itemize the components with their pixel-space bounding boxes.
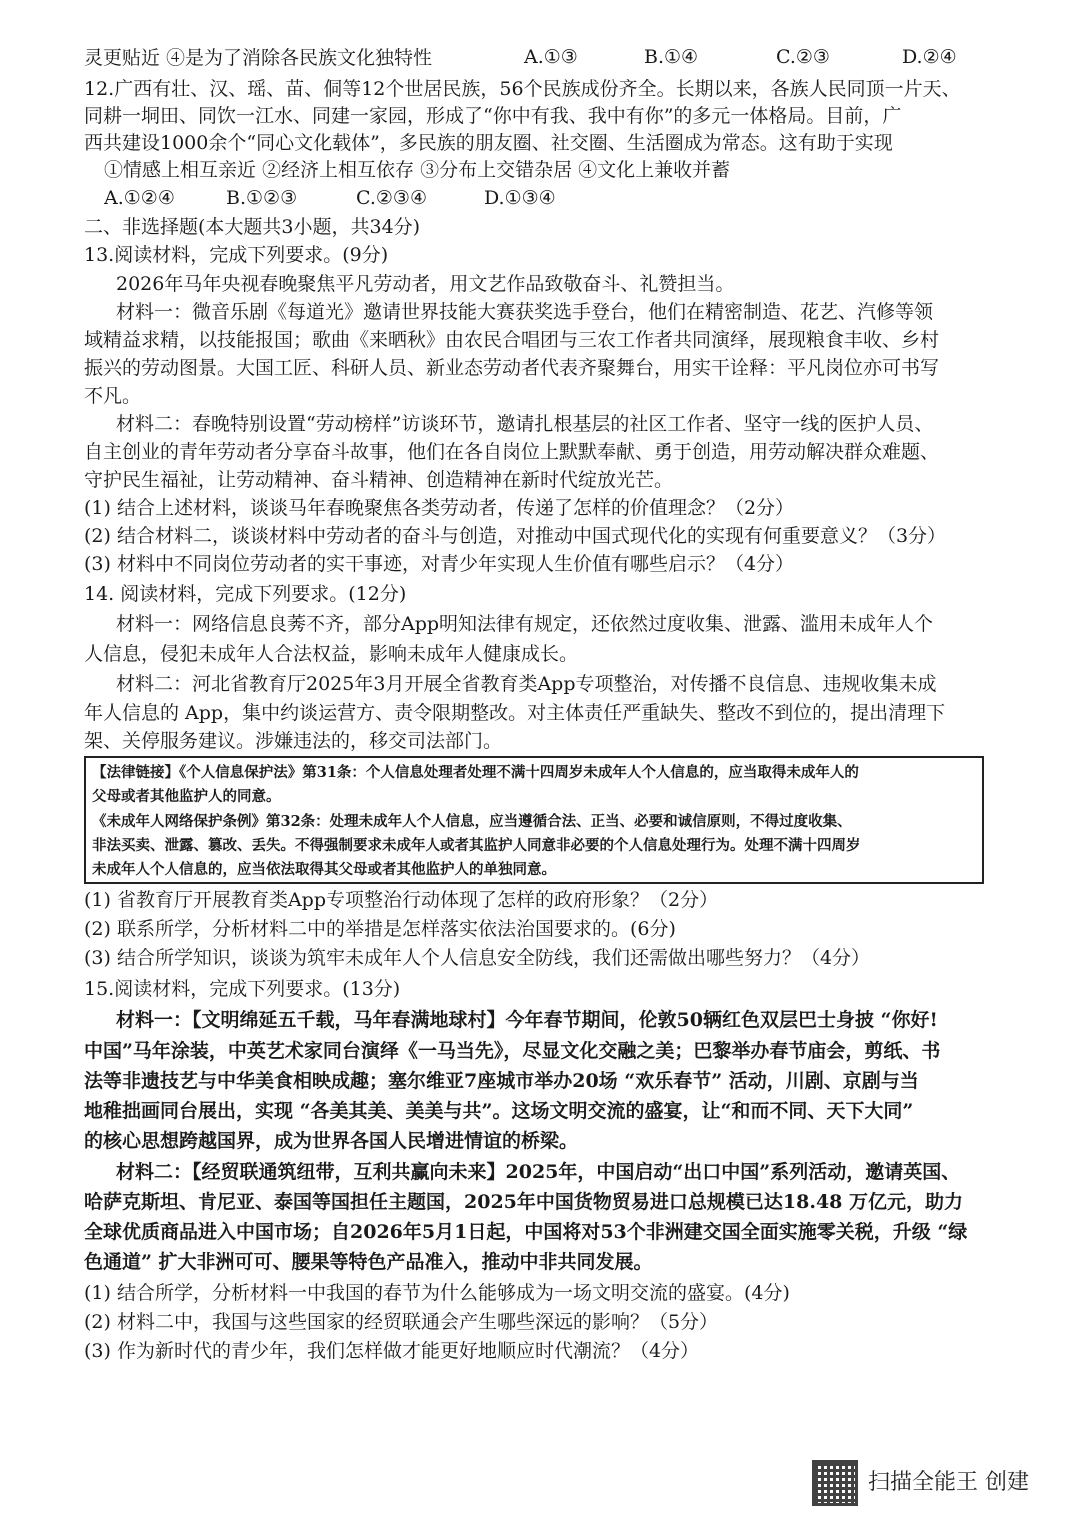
q12-option-c: C.②③④ xyxy=(356,187,427,209)
q15-question-3: (3) 作为新时代的青少年，我们怎样做才能更好地顺应时代潮流？（4分） xyxy=(84,1340,700,1362)
q13-question-1: (1) 结合上述材料，谈谈马年春晚聚焦各类劳动者，传递了怎样的价值理念？（2分） xyxy=(84,497,795,519)
q12-choices: ①情感上相互亲近 ②经济上相互依存 ③分布上交错杂居 ④文化上兼收并蓄 xyxy=(104,159,731,181)
q14-question-2: (2) 联系所学，分析材料二中的举措是怎样落实依法治国要求的。(6分) xyxy=(84,918,676,940)
q15-material-line: 材料二：【经贸联通筑纽带，互利共赢向未来】2025年，中国启动“出口中国”系列活动，邀请英国、 xyxy=(116,1161,961,1183)
q15-question-1: (1) 结合所学，分析材料一中我国的春节为什么能够成为一场文明交流的盛宴。(4分) xyxy=(84,1282,790,1304)
q13-material-line: 不凡。 xyxy=(84,385,142,407)
q14-heading: 14. 阅读材料，完成下列要求。(12分) xyxy=(84,583,407,605)
q11-option-d: D.②④ xyxy=(902,46,957,68)
law-link-box xyxy=(84,756,984,884)
section-title: 二、非选择题(本大题共3小题，共34分) xyxy=(84,216,421,238)
q11-option-b: B.①④ xyxy=(644,46,699,68)
q13-question-3: (3) 材料中不同岗位劳动者的实干事迹，对青少年实现人生价值有哪些启示？（4分） xyxy=(84,553,795,575)
q14-question-1: (1) 省教育厅开展教育类App专项整治行动体现了怎样的政府形象？（2分） xyxy=(84,889,719,911)
q13-intro: 2026年马年央视春晚聚焦平凡劳动者，用文艺作品致敬奋斗、礼赞担当。 xyxy=(116,273,735,295)
law-line: 未成年人个人信息的，应当依法取得其父母或者其他监护人的单独同意。 xyxy=(92,861,556,878)
q11-option-a: A.①③ xyxy=(524,46,578,68)
q15-material-line: 材料一：【文明绵延五千载，马年春满地球村】今年春节期间，伦敦50辆红色双层巴士身披 “你好! xyxy=(116,1009,938,1031)
q15-material-line: 全球优质商品进入中国市场；自2026年5月1日起，中国将对53个非洲建交国全面实施零关税，升级 “绿 xyxy=(84,1221,968,1243)
q12-line: 同耕一垌田、同饮一江水、同建一家园，形成了“你中有我、我中有你”的多元一体格局。目前，广 xyxy=(84,105,902,127)
q15-material-line: 哈萨克斯坦、肯尼亚、泰国等国担任主题国，2025年中国货物贸易进口总规模已达18.48 万亿元，助力 xyxy=(84,1191,963,1213)
q15-heading: 15.阅读材料，完成下列要求。(13分) xyxy=(84,978,401,1000)
q13-material-line: 守护民生福祉，让劳动精神、奋斗精神、创造精神在新时代绽放光芒。 xyxy=(84,469,674,491)
q15-material-line: 色通道” 扩大非洲可可、腰果等特色产品准入，推动中非共同发展。 xyxy=(84,1251,653,1273)
law-line: 【法律链接】《个人信息保护法》第31条：个人信息处理者处理不满十四周岁未成年人个人信息的，应当取得未成年人的 xyxy=(92,764,859,781)
q11-option-c: C.②③ xyxy=(776,46,830,68)
q14-material-line: 架、关停服务建议。涉嫌违法的，移交司法部门。 xyxy=(84,730,503,752)
q12-line: 12.广西有壮、汉、瑶、苗、侗等12个世居民族，56个民族成份齐全。长期以来，各族人民同顶一片天、 xyxy=(84,78,961,100)
q15-question-2: (2) 材料二中，我国与这些国家的经贸联通会产生哪些深远的影响？（5分） xyxy=(84,1311,719,1333)
q13-material-line: 振兴的劳动图景。大国工匠、科研人员、新业态劳动者代表齐聚舞台，用实干诠释：平凡岗位亦可书写 xyxy=(84,357,940,379)
q14-material-line: 年人信息的 App，集中约谈运营方、责令限期整改。对主体责任严重缺失、整改不到位的，提出清理下 xyxy=(84,702,946,724)
q14-question-3: (3) 结合所学知识，谈谈为筑牢未成年人个人信息安全防线，我们还需做出哪些努力？（4分） xyxy=(84,947,871,969)
q12-option-d: D.①③④ xyxy=(484,187,556,209)
q13-material-line: 材料二：春晚特别设置“劳动榜样”访谈环节，邀请扎根基层的社区工作者、坚守一线的医护人员、 xyxy=(116,413,934,435)
q13-material-line: 域精益求精，以技能报国；歌曲《来晒秋》由农民合唱团与三农工作者共同演绎，展现粮食丰收、乡村 xyxy=(84,329,940,351)
law-line: 《未成年人网络保护条例》第32条：处理未成年人个人信息，应当遵循合法、正当、必要和诚信原则，不得过度收集、 xyxy=(92,813,852,830)
q15-material-line: 法等非遗技艺与中华美食相映成趣；塞尔维亚7座城市举办20场 “欢乐春节” 活动，川剧、京剧与当 xyxy=(84,1070,919,1092)
q12-line: 西共建设1000余个“同心文化载体”，多民族的朋友圈、社交圈、生活圈成为常态。这有助于实现 xyxy=(84,132,893,154)
q13-material-line: 自主创业的青年劳动者分享奋斗故事，他们在各自岗位上默默奉献、勇于创造，用劳动解决群众难题、 xyxy=(84,441,940,463)
q12-option-b: B.①②③ xyxy=(226,187,298,209)
law-line: 非法买卖、泄露、篡改、丢失。不得强制要求未成年人或者其监护人同意非必要的个人信息处理行为。处理不满十四周岁 xyxy=(92,837,861,854)
q13-material-line: 材料一：微音乐剧《每道光》邀请世界技能大赛获奖选手登台，他们在精密制造、花艺、汽修等领 xyxy=(116,301,934,323)
q13-question-2: (2) 结合材料二，谈谈材料中劳动者的奋斗与创造，对推动中国式现代化的实现有何重要意义？（3分） xyxy=(84,525,947,547)
q15-material-line: 地稚拙画同台展出，实现 “各美其美、美美与共”。这场文明交流的盛宴，让“和而不同、天下大同” xyxy=(84,1100,914,1122)
qr-code-icon xyxy=(812,1460,858,1506)
scanner-watermark: 扫描全能王 创建 xyxy=(868,1470,1029,1495)
q15-material-line: 中国”马年涂装，中英艺术家同台演绎《一马当先》，尽显文化交融之美；巴黎举办春节庙会，剪纸、书 xyxy=(84,1040,941,1062)
q14-material-line: 人信息，侵犯未成年人合法权益，影响未成年人健康成长。 xyxy=(84,643,579,665)
q13-heading: 13.阅读材料，完成下列要求。(9分) xyxy=(84,244,389,266)
q14-material-line: 材料一：网络信息良莠不齐，部分App明知法律有规定，还依然过度收集、泄露、滥用未成年人个 xyxy=(116,613,934,635)
q11-tail: 灵更贴近 ④是为了消除各民族文化独特性 xyxy=(84,47,433,69)
q15-material-line: 的核心思想跨越国界，成为世界各国人民增进情谊的桥梁。 xyxy=(84,1130,579,1152)
q12-option-a: A.①②④ xyxy=(104,187,175,209)
q14-material-line: 材料二：河北省教育厅2025年3月开展全省教育类App专项整治，对传播不良信息、违规收集未成 xyxy=(116,673,937,695)
law-line: 父母或者其他监护人的同意。 xyxy=(92,788,281,805)
